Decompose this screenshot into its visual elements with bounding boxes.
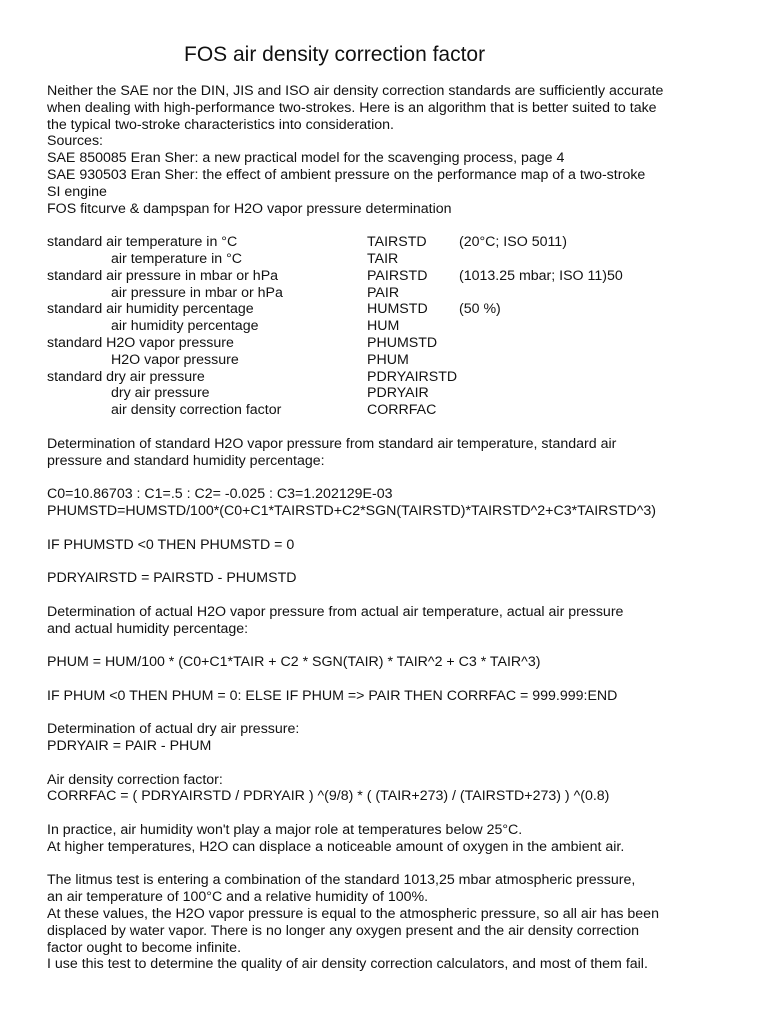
spacer [47,469,737,486]
spacer [47,520,737,537]
variable-description: air density correction factor [111,402,282,419]
paragraph-line: Determination of standard H2O vapor pressure from standard air temperature, standard air [47,435,617,452]
spacer [47,637,737,654]
paragraph-line: At higher temperatures, H2O can displace a noticeable amount of oxygen in the ambient air. [47,838,625,855]
variable-note [459,369,737,386]
variable-description: air pressure in mbar or hPa [111,284,283,301]
intro-line: Neither the SAE nor the DIN, JIS and ISO air density correction standards are sufficiently accurate [47,83,664,99]
variable-description: H2O vapor pressure [111,351,239,368]
variable-note [459,352,737,369]
variable-description: dry air pressure [111,385,210,402]
formula-line: PDRYAIR = PAIR - PHUM [47,738,212,755]
paragraph-line: Determination of actual H2O vapor pressure from actual air temperature, actual air pressure [47,603,624,620]
spacer [47,587,737,604]
intro-line: when dealing with high-performance two-strokes. Here is an algorithm that is better suited to take [47,99,657,116]
formula-line: PDRYAIRSTD = PAIRSTD - PHUMSTD [47,570,297,587]
paragraph-line: In practice, air humidity won't play a major role at temperatures below 25°C. [47,822,523,839]
litmus-test-paragraph [47,872,737,973]
formula-line: CORRFAC = ( PDRYAIRSTD / PDRYAIR ) ^(9/8) * ( (TAIR+273) / (TAIRSTD+273) ) ^(0.8) [47,788,610,805]
variable-note [459,335,737,352]
variable-name: PDRYAIRSTD [367,368,458,385]
variable-description: standard air pressure in mbar or hPa [47,267,279,284]
variable-description: air temperature in °C [111,250,243,267]
variable-table [47,234,737,419]
variable-name: PHUM [367,351,409,368]
variable-note: (1013.25 mbar; ISO 11)50 [459,267,623,284]
intro-line: the typical two-stroke characteristics into consideration. [47,116,394,133]
document-title: FOS air density correction factor [184,43,486,66]
variable-name: HUM [367,318,400,335]
source-line: FOS fitcurve & dampspan for H2O vapor pressure determination [47,200,452,217]
spacer [47,419,737,436]
standard-vapor-heading [47,436,737,470]
paragraph-line: factor ought to become infinite. [47,939,242,956]
correction-factor-section [47,772,737,806]
variable-description: standard air temperature in °C [47,234,238,251]
spacer [47,704,737,721]
paragraph-line: Determination of actual dry air pressure: [47,721,300,738]
standard-vapor-formula [47,486,737,520]
source-line: SAE 930503 Eran Sher: the effect of ambient pressure on the performance map of a two-stroke [47,166,646,183]
variable-note [459,251,737,268]
intro-section [47,83,737,217]
paragraph-line: Air density correction factor: [47,771,223,788]
variable-note: (20°C; ISO 5011) [459,234,567,251]
spacer [47,805,737,822]
spacer [47,553,737,570]
variable-note [459,285,737,302]
variable-name: HUMSTD [367,301,428,318]
paragraph-line: an air temperature of 100°C and a relative humidity of 100%. [47,889,429,906]
formula-line: IF PHUMSTD <0 THEN PHUMSTD = 0 [47,536,295,553]
variable-description: standard H2O vapor pressure [47,334,234,351]
spacer [47,671,737,688]
variable-description: air humidity percentage [111,318,259,335]
spacer [47,755,737,772]
spacer [47,217,737,234]
actual-vapor-heading [47,604,737,638]
variable-name: TAIR [367,250,399,267]
paragraph-line: I use this test to determine the quality of air density correction calculators, and most of them fail. [47,956,648,973]
variable-description: standard dry air pressure [47,368,205,385]
paragraph-line: displaced by water vapor. There is no longer any oxygen present and the air density correction [47,922,640,939]
paragraph-line: pressure and standard humidity percentage: [47,452,325,469]
source-line: SI engine [47,183,107,200]
spacer [47,856,737,873]
formula-line: PHUMSTD=HUMSTD/100*(C0+C1*TAIRSTD+C2*SGN(TAIRSTD)*TAIRSTD^2+C3*TAIRSTD^3) [47,502,657,519]
variable-name: PDRYAIR [367,385,429,402]
practice-paragraph [47,822,737,856]
dry-air-section [47,721,737,755]
formula-line: PHUM = HUM/100 * (C0+C1*TAIR + C2 * SGN(TAIR) * TAIR^2 + C3 * TAIR^3) [47,654,541,671]
sources-heading: Sources: [47,133,103,150]
paragraph-line: and actual humidity percentage: [47,620,249,637]
formula-line: IF PHUM <0 THEN PHUM = 0: ELSE IF PHUM => PAIR THEN CORRFAC = 999.999:END [47,687,618,704]
paragraph-line: At these values, the H2O vapor pressure is equal to the atmospheric pressure, so all air has been [47,906,659,923]
variable-name: PAIRSTD [367,267,428,284]
variable-note: (50 %) [459,301,501,318]
variable-note [459,385,737,402]
source-line: SAE 850085 Eran Sher: a new practical model for the scavenging process, page 4 [47,150,565,167]
variable-name: CORRFAC [367,402,437,419]
variable-name: TAIRSTD [367,234,427,251]
variable-name: PAIR [367,284,400,301]
variable-name: PHUMSTD [367,334,438,351]
formula-line: C0=10.86703 : C1=.5 : C2= -0.025 : C3=1.202129E-03 [47,486,393,503]
variable-note [459,402,737,419]
variable-note [459,318,737,335]
document-page [47,42,737,973]
paragraph-line: The litmus test is entering a combination of the standard 1013,25 mbar atmospheric pressure, [47,872,636,889]
variable-description: standard air humidity percentage [47,301,254,318]
